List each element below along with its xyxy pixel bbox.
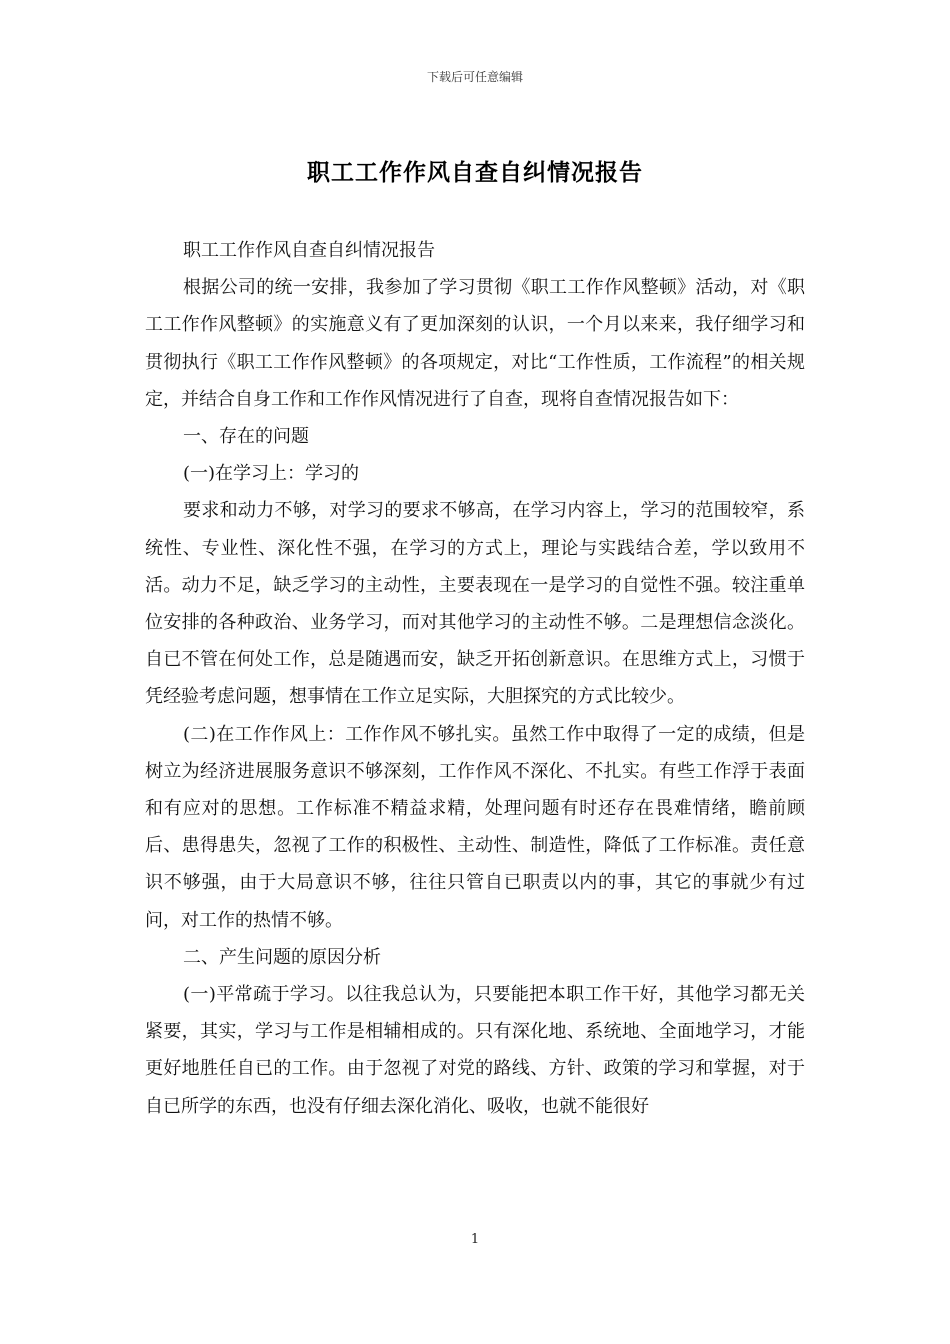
header-note: 下载后可任意编辑 [426, 70, 523, 84]
page-number: 1 [470, 1232, 480, 1247]
paragraph-intro: 根据公司的统一安排，我参加了学习贯彻《职工工作作风整顿》活动，对《职工工作作风整顿》的实施意义有了更加深刻的认识，一个月以来来，我仔细学习和贯彻执行《职工工作作风整顿》的各项规定，对比“工作性质，工作流程”的相关规定，并结合自身工作和工作作风情况进行了自查，现将自查情况报告如下： [145, 277, 805, 410]
section-heading-causes: 二、产生问题的原因分析 [183, 946, 381, 968]
paragraph-study: 要求和动力不够，对学习的要求不够高，在学习内容上，学习的范围较窄，系统性、专业性、深化性不强，在学习的方式上，理论与实践结合差，学以致用不活。动力不足，缺乏学习的主动性，主要表现在一是学习的自觉性不强。较注重单位安排的各种政治、业务学习，而对其他学习的主动性不够。二是理想信念淡化。自已不管在何处工作，总是随遇而安，缺乏开拓创新意识。在思维方式上，习惯于凭经验考虑问题，想事情在工作立足实际，大胆探究的方式比较少。 [145, 500, 805, 708]
section-heading-problems: 一、存在的问题 [183, 426, 309, 448]
paragraph-causes-study: (一)平常疏于学习。以往我总认为，只要能把本职工作干好，其他学习都无关紧要，其实，学习与工作是相辅相成的。只有深化地、系统地、全面地学习，才能更好地胜任自已的工作。由于忽视了对党的路线、方针、政策的学习和掌握，对于自已所学的东西，也没有仔细去深化消化、吸收，也就不能很好 [145, 984, 805, 1117]
document-title: 职工工作作风自查自纠情况报告 [307, 160, 643, 186]
paragraph-subtitle: 职工工作作风自查自纠情况报告 [183, 240, 435, 261]
document-body [145, 232, 805, 1125]
paragraph-work-style: (二)在工作作风上：工作作风不够扎实。虽然工作中取得了一定的成绩，但是树立为经济进展服务意识不够深刻，工作作风不深化、不扎实。有些工作浮于表面和有应对的思想。工作标准不精益求精，处理问题有时还存在畏难情绪，瞻前顾后、患得患失，忽视了工作的积极性、主动性、制造性，降低了工作标准。责任意识不够强，由于大局意识不够，往往只管自已职责以内的事，其它的事就少有过问，对工作的热情不够。 [145, 723, 805, 931]
subsection-heading-study: (一)在学习上：学习的 [183, 463, 360, 485]
